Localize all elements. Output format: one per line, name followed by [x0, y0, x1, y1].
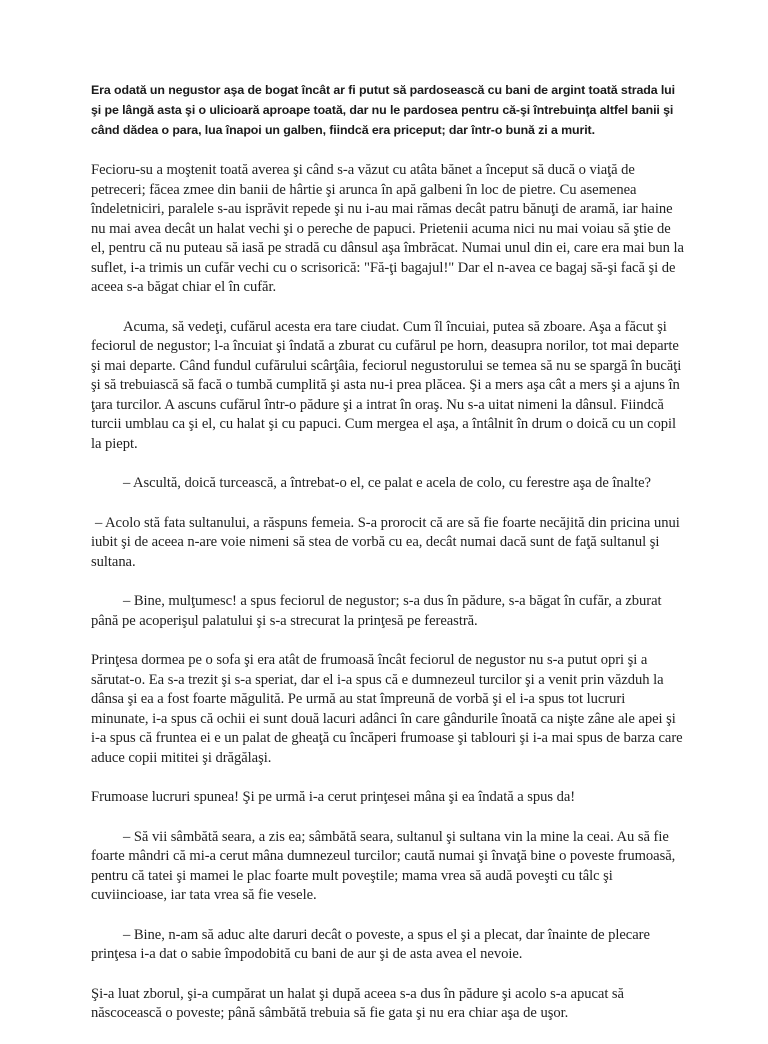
paragraph-9: – Bine, n-am să aduc alte daruri decât o poveste, a spus el şi a plecat, dar înainte de plecare prinţesa i-a dat o sabie împodobită cu bani de aur şi de asta avea el nevoie.	[91, 926, 650, 962]
paragraph-8: – Să vii sâmbătă seara, a zis ea; sâmbătă seara, sultanul şi sultana vin la mine la ceai. Au să fie foarte mândri că mi-a cerut mâna dumnezeul turcilor; caută numai şi învaţă bine o poveste frumoasă, pentru că tatei şi mamei le plac foarte mult poveştile; mama vrea să audă poveşti cu tâlc şi cuviincioase, iar tata vrea să fie vesele.	[91, 828, 676, 903]
paragraph-2: Acuma, să vedeţi, cufărul acesta era tare ciudat. Cum îl încuiai, putea să zboare. Aşa a făcut şi feciorul de negustor; l-a încuiat şi îndată a zburat cu cufărul pe horn, deasupra norilor, tot mai departe şi mai departe. Când fundul cufărului scârţâia, feciorul negustorului se temea să nu se spargă în bucăţi şi să trebuiască să facă o tumbă cumplită şi asta nu-i prea plăcea. Şi a mers aşa cât a mers şi a ajuns în ţara turcilor. A ascuns cufărul într-o pădure şi a intrat în oraş. Nu s-a uitat nimeni la dânsul. Fiindcă turcii umblau ca şi el, cu halat şi cu papuci. Cum mergea el aşa, a întâlnit în drum o doică cu un copil la piept.	[91, 318, 682, 452]
document-page	[91, 80, 685, 1044]
paragraph-1: Fecioru-su a moştenit toată averea şi când s-a văzut cu atâta bănet a început să ducă o viaţă de petreceri; făcea zmee din banii de hârtie şi arunca în apă galbeni în loc de pietre. Cu asemenea îndeletniciri, paralele s-au isprăvit repede şi nu i-au mai rămas decât patru bănuţi de aramă, iar haine nu mai avea decât un halat vechi şi o pereche de papuci. Prietenii acuma nici nu mai voiau să ştie de el, pentru că nu puteau să iasă pe stradă cu dânsul aşa îmbrăcat. Numai unul din ei, care era mai bun la suflet, i-a trimis un cufăr vechi cu o scrisorică: "Fă-ţi bagajul!" Dar el n-avea ce bagaj să-şi facă şi de aceea s-a băgat chiar el în cufăr.	[91, 162, 684, 295]
paragraph-5: – Bine, mulţumesc! a spus feciorul de negustor; s-a dus în pădure, s-a băgat în cufăr, a zburat până pe acoperişul palatului şi s-a strecurat la prinţesă pe fereastră.	[91, 593, 662, 629]
intro-paragraph: Era odată un negustor aşa de bogat încât ar fi putut să pardosească cu bani de argint toată strada lui şi pe lângă asta şi o ulicioară aproape toată, dar nu le pardosea pentru că-şi întrebuinţa altfel banii şi când dădea o para, lua înapoi un galben, fiindcă era priceput; dar într-o bună zi a murit.	[91, 83, 675, 137]
paragraph-4: – Acolo stă fata sultanului, a răspuns femeia. S-a prorocit că are să fie foarte necăjită din pricina unui iubit şi de aceea n-are voie nimeni să stea de vorbă cu ea, decât numai dacă sunt de faţă sultanul şi sultana.	[91, 514, 680, 570]
paragraph-6: Prinţesa dormea pe o sofa şi era atât de frumoasă încât feciorul de negustor nu s-a putut opri şi a sărutat-o. Ea s-a trezit şi s-a speriat, dar el i-a spus că e dumnezeul turcilor şi a venit prin văzduh la dânsa şi ea a fost foarte măgulită. Pe urmă au stat împreună de vorbă şi el i-a spus tot lucruri minunate, i-a spus că ochii ei sunt două lacuri adânci în care gândurile înoată ca nişte zâne ale apei şi i-a spus că fruntea ei e un palat de gheaţă cu încăperi frumoase şi tablouri şi i-a mai spus de barza care aduce copii mititei şi drăgălaşi.	[91, 652, 683, 766]
paragraph-10: Şi-a luat zborul, şi-a cumpărat un halat şi după aceea s-a dus în pădure şi acolo s-a apucat să născocească o poveste; până sâmbătă trebuia să fie gata şi nu era chiar aşa de uşor.	[91, 985, 624, 1021]
paragraph-7: Frumoase lucruri spunea! Şi pe urmă i-a cerut prinţesei mâna şi ea îndată a spus da!	[91, 789, 576, 805]
paragraph-3: – Ascultă, doică turcească, a întrebat-o el, ce palat e acela de colo, cu ferestre aşa de înalte?	[123, 475, 651, 491]
